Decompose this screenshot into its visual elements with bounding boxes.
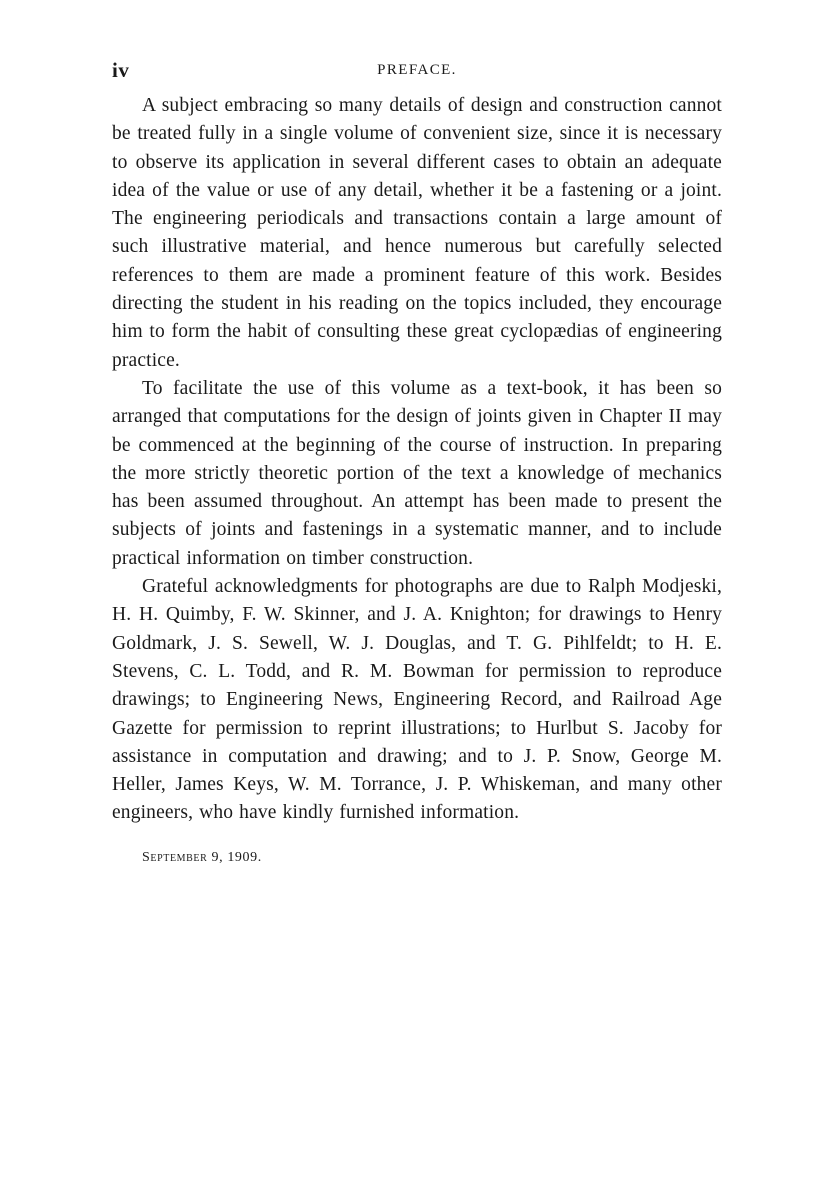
running-head (112, 58, 722, 88)
date-signature: September 9, 1909. (142, 849, 262, 865)
paragraph: To facilitate the use of this volume as a text-book, it has been so arranged that computations for the design of joints given in Chapter II may be commenced at the beginning of the course of instruction. In preparing the more strictly theoretic portion of the text a knowledge of mechanics has been assumed throughout. An attempt has been made to present the subjects of joints and fastenings in a systematic manner, and to include practical information on timber construction. (112, 377, 722, 569)
preface-body (112, 92, 722, 828)
paragraph: A subject embracing so many details of design and construction cannot be treated fully in a single volume of convenient size, since it is necessary to observe its application in several different cases to obtain an adequate idea of the value or use of any detail, whether it be a fastening or a joint. The engineering periodicals and transactions contain a large amount of such illustrative material, and hence numerous but carefully selected references to them are made a prominent feature of this work. Besides directing the student in his reading on the topics included, they encourage him to form the habit of consulting these great cyclopædias of engineering practice. (112, 95, 722, 371)
paragraph: Grateful acknowledgments for photographs are due to Ralph Modjeski, H. H. Quimby, F. W. Skinner, and J. A. Knighton; for drawings to Henry Goldmark, J. S. Sewell, W. J. Douglas, and T. G. Pihlfeldt; to H. E. Stevens, C. L. Todd, and R. M. Bowman for permission to reproduce drawings; to Engineering News, Engineering Record, and Railroad Age Gazette for permission to reprint illustrations; to Hurlbut S. Jacoby for assistance in computation and drawing; and to J. P. Snow, George M. Heller, James Keys, W. M. Torrance, J. P. Whiskeman, and many other engineers, who have kindly furnished information. (112, 576, 722, 824)
page-number: iv (112, 58, 130, 82)
running-title: PREFACE. (377, 62, 457, 78)
preface-page (112, 58, 722, 866)
